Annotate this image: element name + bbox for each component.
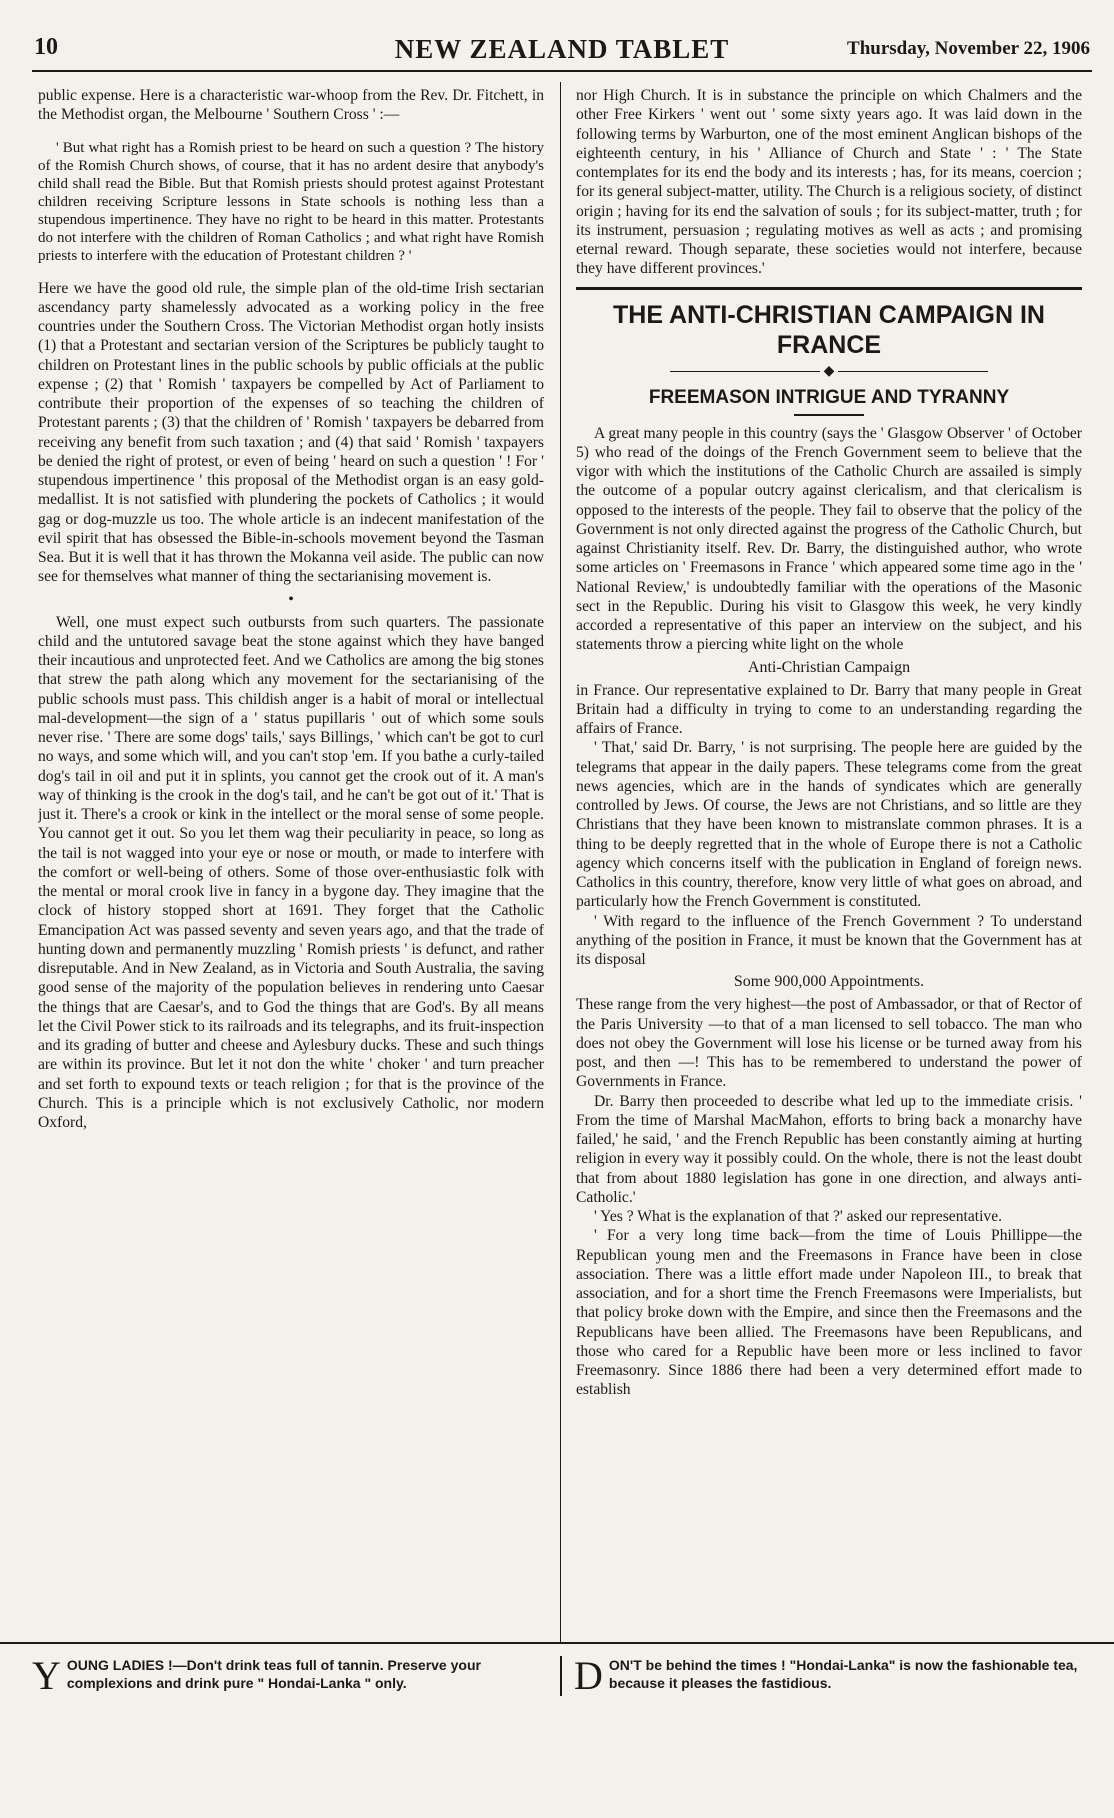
page-number: 10 — [34, 34, 58, 60]
paragraph: Here we have the good old rule, the simple plan of the old-time Irish sectarian ascendancy party shamelessly advocated as a working policy in the free countries under the Southern Cross. The Victorian Methodist organ hotly insists (1) that a Protestant and sectarian version of the Scriptures be publicly taught to children on Protestant lines in the public schools by public officials at the public expense ; (2) that ' Romish ' taxpayers be compelled by Act of Parliament to contribute their proportion of the expenses of so teaching the children of Protestant parents ; (3) that the children of ' Romish ' taxpayers be debarred from receiving any benefit from such taxation ; and (4) that said ' Romish ' taxpayers be denied the right of protest, or even of being ' heard on such a question ' ! For ' stupendous impertinence ' this proposal of the Methodist organ is an easy gold-medallist. It is not satisfied with plundering the pockets of Catholics ; it would gag or dog-muzzle us too. The whole article is an indecent manifestation of the evil spirit that has obsessed the Bible-in-schools movement beyond the Tasman Sea. But it is well that it has thrown the Mokanna veil aside. The public can now see for themselves what manner of thing the sectarianising movement is. — [38, 279, 544, 586]
right-column — [576, 86, 1082, 1638]
paragraph: A great many people in this country (says the ' Glasgow Observer ' of October 5) who read of the doings of the French Government seem to believe that the vigor with which the institutions of the Catholic Church are assailed is simply the outcome of a popular outcry against clericalism, and that clericalism is opposed to the interests of the people. They fail to observe that the policy of the Government is not only directed against the progress of the Catholic Church, but against Christianity itself. Rev. Dr. Barry, the distinguished author, who wrote some articles on ' Freemasons in France ' which appeared some time ago in the ' National Review,' is undoubtedly familiar with the operations of the Masonic sect in the Republic. During his visit to Glasgow this week, he very kindly accorded a representative of this paper an interview on the subject, and his statements throw a piercing white light on the whole — [576, 424, 1082, 654]
advertisement-strip — [0, 1642, 1114, 1724]
paragraph: public expense. Here is a characteristic war-whoop from the Rev. Dr. Fitchett, in the Methodist organ, the Melbourne ' Southern Cross ' :— — [38, 87, 544, 124]
paragraph: ' That,' said Dr. Barry, ' is not surprising. The people here are guided by the telegrams that appear in the daily papers. These telegrams come from the great news agencies, which are in the hands of syndicates which are generally controlled by Jews. Of course, the Jews are not Christians, and so little are they Christians that they have been known to mistranslate common phrases. It is a thing to be deeply regretted that in the whole of Europe there is not a Catholic agency which concerns itself with the publication in England of foreign news. Catholics in this country, therefore, know very little of what goes on abroad, and particularly how the French Government is constituted. — [576, 739, 1082, 911]
paragraph: nor High Church. It is in substance the principle on which Chalmers and the other Free Kirkers ' went out ' some sixty years ago. It was laid down in the following terms by Warburton, one of the most eminent Anglican bishops of the eighteenth century, in his ' Alliance of Church and State ' : ' The State contemplates for its end the body and its interests ; has, for its means, coercion ; for its general subject-matter, utility. The Church is a religious society, of distinct origin ; having for its end the salvation of souls ; for its subject-matter, truth ; for its instrument, persuasion ; regulating motives as well as acts ; and promising eternal reward. Though separate, these societies would not interfere, because they have different provinces.' — [576, 87, 1082, 278]
left-column — [38, 86, 544, 1638]
short-rule — [794, 414, 864, 416]
column-divider — [560, 82, 561, 1642]
paragraph: Dr. Barry then proceeded to describe what led up to the immediate crisis. ' From the time of Marshal MacMahon, efforts to bring back a monarchy have failed,' he said, ' and the French Republic has been constantly aiming at hurting religion in every way it possibly could. On the whole, there is not the least doubt that from about 1880 legislation has gone in one direction, and always anti-Catholic.' — [576, 1092, 1082, 1206]
paragraph: ' Yes ? What is the explanation of that ?' asked our representative. — [594, 1208, 1003, 1225]
newspaper-title: NEW ZEALAND TABLET — [394, 34, 730, 64]
advertisement-text: OUNG LADIES !—Don't drink teas full of tannin. Preserve your complexions and drink pure " Hondai-Lanka " only. — [66, 1657, 481, 1691]
tea-advertisement-right — [560, 1653, 1084, 1698]
paragraph: in France. Our representative explained to Dr. Barry that many people in Great Britain had a difficulty in trying to come to an understanding regarding the affairs of France. — [576, 681, 1082, 737]
drop-cap: Y — [32, 1653, 61, 1698]
drop-cap: D — [574, 1653, 603, 1698]
ornament-rule: ◆ — [576, 364, 1082, 380]
article-subtitle: FREEMASON INTRIGUE AND TYRANNY — [648, 386, 1010, 408]
tea-advertisement-left — [32, 1653, 532, 1698]
subheading: Some 900,000 Appointments. — [733, 973, 925, 991]
masthead — [32, 30, 1092, 72]
paragraph: These range from the very highest—the post of Ambassador, or that of Rector of the Paris University —to that of a man licensed to sell tobacco. The man who does not obey the Government will lose his license or be turned away from his post, and then —! This has to be remembered to understand the power of Governments in France. — [576, 996, 1082, 1091]
subheading: Anti-Christian Campaign — [747, 658, 911, 676]
article-title: THE ANTI-CHRISTIAN CAMPAIGN IN FRANCE — [613, 300, 1045, 359]
article-divider — [576, 287, 1082, 290]
paragraph: Well, one must expect such outbursts from such quarters. The passionate child and the untutored savage beat the stone against which they have banged their incautious and unprotected feet. And we Catholics are among the big stones that strew the path along which any movement for the sectarianising of the public schools must pass. This childish anger is a habit of moral or intellectual mal-development—the sign of a ' status pupillaris ' out of which some souls never rise. ' There are some dogs' tails,' says Billings, ' which can't be got to curl no ways, and some which will, and you can't stop 'em. If you bathe a curly-tailed dog's tail in oil and put it in splints, you cannot get the crook out of it. A man's way of thinking is the crook in the dog's tail, and he can't be got out of it.' That is just it. There's a crook or kink in the intellect or the moral sense of some people. You cannot get it out. So you let them wag their peculiarity in peace, so long as the tail is not wagged into your eye or nose or mouth, or made to interfere with the comfort or well-being of others. Some of those over-enthusiastic folk with the mental or moral crook live in fancy in a bygone day. They imagine that the clock of history stopped short at 1691. They forget that the Catholic Emancipation Act was passed seventy and seven years ago, and that the trade of hunting down and permanently muzzling ' Romish priests ' is defunct, and rather disreputable. And in New Zealand, as in Victoria and South Australia, the saving good sense of the majority of the population believes in rendering unto Caesar the things that are Caesar's, and to God the things that are God's. By all means let the Civil Power stick to its railroads and its telegraphs, and its fruit-inspection and its grading of butter and cheese and Aylesbury ducks. These and such things are within its province. But let it not don the white ' choker ' and turn preacher and set forth to expound texts or teach religion ; for that is the province of the Church. This is a principle which is not exclusively Catholic, nor modern Oxford, — [38, 613, 544, 1131]
block-quote: ' But what right has a Romish priest to be heard on such a question ? The history of the Romish Church shows, of course, that it has no ardent desire that anybody's child shall read the Bible. But that Romish priests should protest against Protestant children receiving Scripture lessons in State schools is nothing less than a stupendous impertinence. They have no right to be heard in this matter. Protestants do not interfere with the children of Roman Catholics ; and what right have Romish priests to interfere with the education of Protestant children ? ' — [38, 139, 544, 264]
paragraph: ' With regard to the influence of the French Government ? To understand anything of the position in France, it must be known that the Government has at its disposal — [576, 912, 1082, 968]
section-separator: • — [288, 590, 294, 608]
issue-date: Thursday, November 22, 1906 — [847, 38, 1090, 59]
advertisement-text: ON'T be behind the times ! "Hondai-Lanka" is now the fashionable tea, because it pleases the fastidious. — [608, 1657, 1078, 1691]
paragraph: ' For a very long time back—from the time of Louis Phillippe—the Republican young men and the Freemasons in France have been in close association. There was a little effort made under Napoleon III., to break that association, and for a short time the French Freemasons were Imperialists, but that policy broke down with the Empire, and since then the Freemasons and the Republicans have been allied. The Freemasons have been Republicans, and those who cared for a Republic have been more or less inclined to favor Freemasonry. Since 1886 there had been a very determined effort made to establish — [576, 1227, 1082, 1399]
